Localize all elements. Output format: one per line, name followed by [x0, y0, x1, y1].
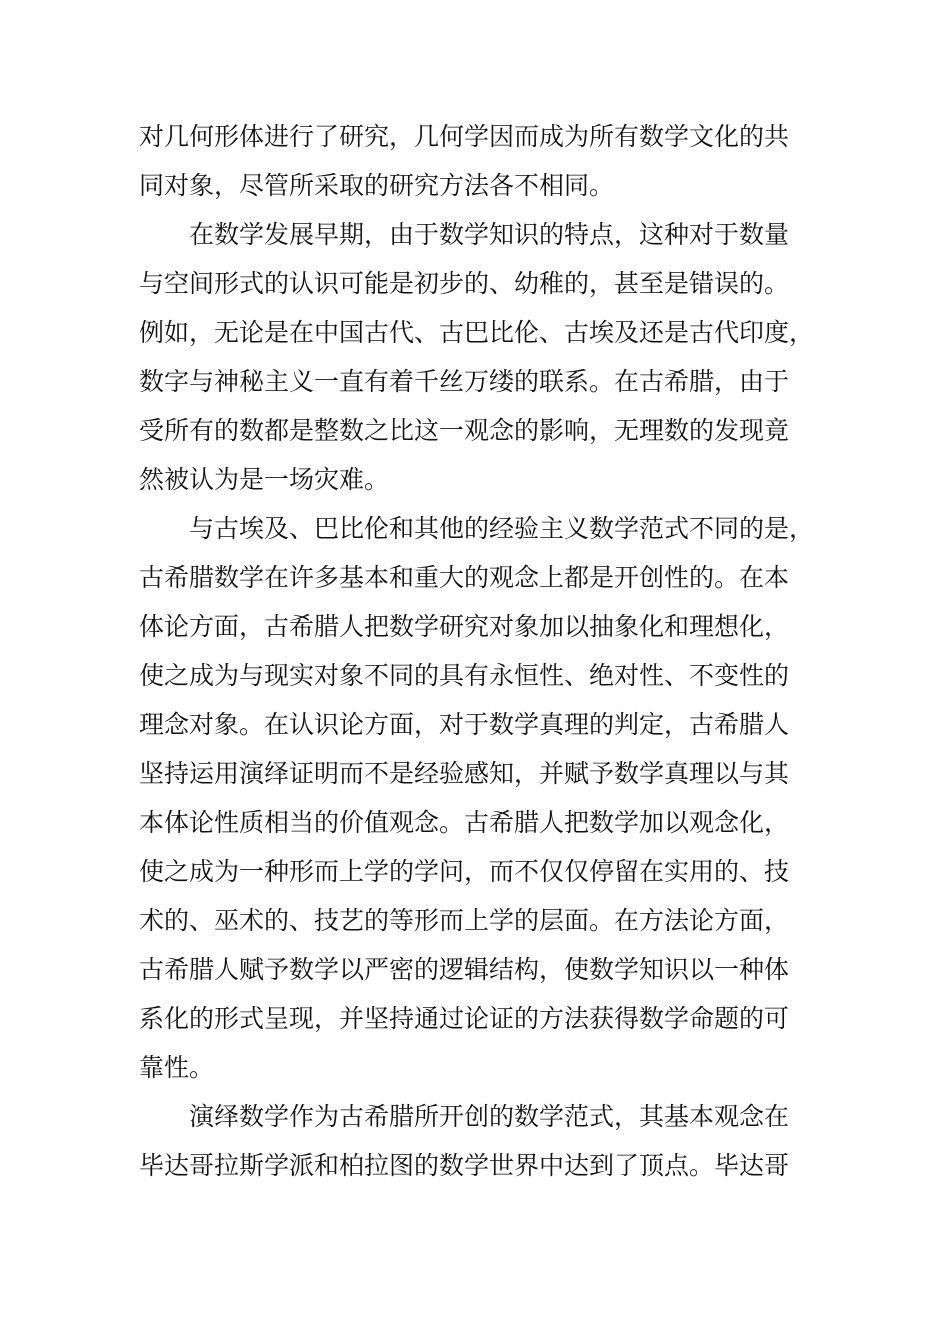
- text-line: 毕达哥拉斯学派和柏拉图的数学世界中达到了顶点。毕达哥: [139, 1151, 790, 1180]
- text-line: 古希腊人赋予数学以严密的逻辑结构，使数学知识以一种体: [139, 955, 790, 984]
- text-line: 与古埃及、巴比伦和其他的经验主义数学范式不同的是，: [189, 514, 815, 543]
- text-line: 本体论性质相当的价值观念。古希腊人把数学加以观念化，: [139, 808, 790, 837]
- paragraph-1: [139, 112, 811, 210]
- text-line: 数字与神秘主义一直有着千丝万缕的联系。在古希腊，由于: [139, 367, 790, 396]
- text-line: 靠性。: [139, 1053, 215, 1082]
- text-line: 与空间形式的认识可能是初步的、幼稚的，甚至是错误的。: [139, 269, 790, 298]
- text-line: 然被认为是一场灾难。: [139, 465, 390, 494]
- text-line: 理念对象。在认识论方面，对于数学真理的判定，古希腊人: [139, 710, 790, 739]
- text-line: 在数学发展早期，由于数学知识的特点，这种对于数量: [189, 220, 790, 249]
- text-line: 对几何形体进行了研究，几何学因而成为所有数学文化的共: [139, 122, 790, 151]
- text-line: 系化的形式呈现，并坚持通过论证的方法获得数学命题的可: [139, 1004, 790, 1033]
- text-line: 演绎数学作为古希腊所开创的数学范式，其基本观念在: [189, 1102, 790, 1131]
- body-text: [139, 112, 815, 1190]
- text-line: 使之成为一种形而上学的学问，而不仅仅停留在实用的、技: [139, 857, 790, 886]
- text-line: 使之成为与现实对象不同的具有永恒性、绝对性、不变性的: [139, 661, 790, 690]
- text-line: 同对象，尽管所采取的研究方法各不相同。: [139, 171, 615, 200]
- text-line: 坚持运用演绎证明而不是经验感知，并赋予数学真理以与其: [139, 759, 790, 788]
- text-line: 古希腊数学在许多基本和重大的观念上都是开创性的。在本: [139, 563, 790, 592]
- text-line: 术的、巫术的、技艺的等形而上学的层面。在方法论方面，: [139, 906, 790, 935]
- paragraph-3: [139, 504, 815, 1092]
- text-line: 体论方面，古希腊人把数学研究对象加以抽象化和理想化，: [139, 612, 790, 641]
- text-line: 例如，无论是在中国古代、古巴比伦、古埃及还是古代印度，: [139, 318, 815, 347]
- paragraph-2: [139, 210, 815, 504]
- text-line: 受所有的数都是整数之比这一观念的影响，无理数的发现竟: [139, 416, 790, 445]
- paragraph-4: [139, 1092, 811, 1190]
